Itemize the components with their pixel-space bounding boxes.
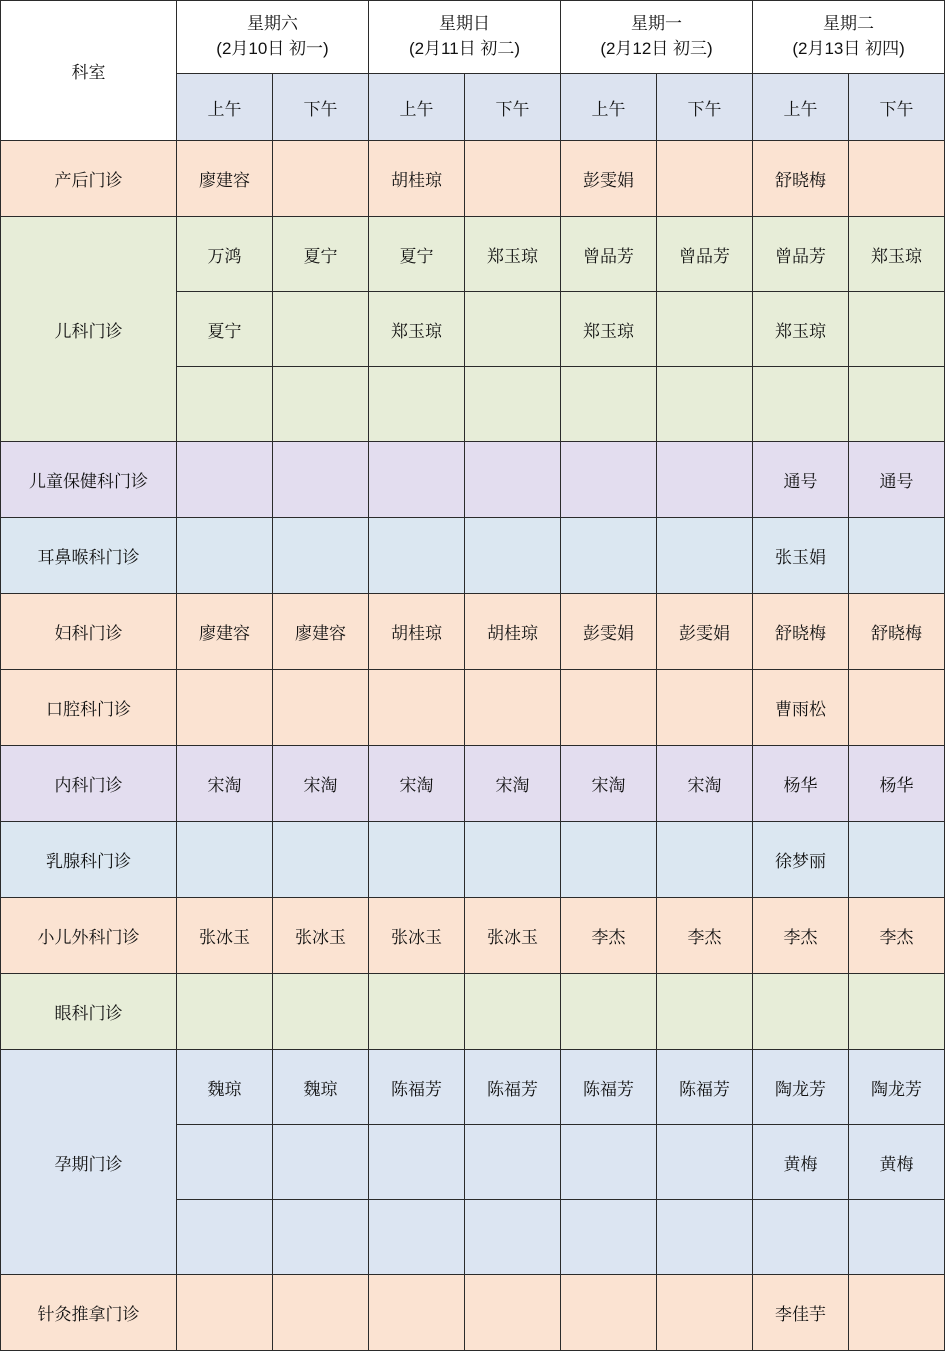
cell-doctor: 魏琼 [177,1050,273,1125]
cell-doctor [177,1125,273,1200]
cell-doctor [465,442,561,518]
cell-doctor [657,442,753,518]
cell-doctor: 李杰 [657,898,753,974]
cell-doctor [561,1275,657,1351]
cell-doctor: 通号 [849,442,945,518]
cell-doctor [561,367,657,442]
cell-doctor [849,670,945,746]
table-row [1,141,945,217]
cell-doctor: 舒晓梅 [753,141,849,217]
cell-doctor: 胡桂琼 [369,594,465,670]
cell-doctor: 李杰 [561,898,657,974]
cell-doctor: 夏宁 [369,217,465,292]
cell-doctor: 宋淘 [657,746,753,822]
cell-doctor [849,822,945,898]
cell-doctor [849,518,945,594]
cell-doctor: 陶龙芳 [753,1050,849,1125]
cell-doctor [273,442,369,518]
table-row [1,442,945,518]
row-label-10: 眼科门诊 [1,974,177,1050]
cell-doctor [561,974,657,1050]
row-label-11: 孕期门诊 [1,1050,177,1275]
cell-doctor [465,141,561,217]
row-label-6: 口腔科门诊 [1,670,177,746]
cell-doctor: 郑玉琼 [465,217,561,292]
table-row [1,594,945,670]
table-row [1,746,945,822]
cell-doctor: 陈福芳 [369,1050,465,1125]
cell-doctor [177,1200,273,1275]
cell-doctor [657,518,753,594]
cell-doctor: 舒晓梅 [753,594,849,670]
row-label-7: 内科门诊 [1,746,177,822]
cell-doctor: 舒晓梅 [849,594,945,670]
cell-doctor: 廖建容 [177,594,273,670]
cell-doctor [657,367,753,442]
cell-doctor [273,367,369,442]
table-row [1,974,945,1050]
header-day-name: 星期二 [823,14,875,34]
cell-doctor [369,367,465,442]
header-slot-5: 上午 [561,74,657,141]
cell-doctor [273,1200,369,1275]
cell-doctor: 彭雯娟 [561,141,657,217]
cell-doctor: 张玉娟 [753,518,849,594]
cell-doctor [273,974,369,1050]
header-slot-2: 下午 [273,74,369,141]
cell-doctor [177,822,273,898]
cell-doctor [849,1275,945,1351]
cell-doctor: 郑玉琼 [561,292,657,367]
cell-doctor [657,670,753,746]
header-row-days [1,1,945,74]
cell-doctor: 陈福芳 [561,1050,657,1125]
table-row [1,518,945,594]
cell-doctor [465,822,561,898]
cell-doctor [369,1125,465,1200]
cell-doctor [561,518,657,594]
cell-doctor: 张冰玉 [369,898,465,974]
cell-doctor: 宋淘 [273,746,369,822]
table-row [1,217,945,292]
cell-doctor [657,1275,753,1351]
header-day-date: (2月11日 初二) [408,39,521,58]
cell-doctor: 陈福芳 [657,1050,753,1125]
cell-doctor [369,1200,465,1275]
cell-doctor [561,442,657,518]
table-row [1,1050,945,1125]
row-label-4: 耳鼻喉科门诊 [1,518,177,594]
cell-doctor: 胡桂琼 [369,141,465,217]
cell-doctor [753,367,849,442]
cell-doctor: 魏琼 [273,1050,369,1125]
header-day-4 [753,1,945,74]
cell-doctor [753,974,849,1050]
header-slot-4: 下午 [465,74,561,141]
header-day-name: 星期一 [631,14,683,34]
header-day-date: (2月10日 初一) [216,39,329,58]
cell-doctor: 李杰 [753,898,849,974]
header-slot-8: 下午 [849,74,945,141]
cell-doctor [369,1275,465,1351]
cell-doctor: 曾品芳 [753,217,849,292]
cell-doctor [369,974,465,1050]
cell-doctor [273,1125,369,1200]
cell-doctor [657,141,753,217]
cell-doctor: 张冰玉 [273,898,369,974]
table-row [1,670,945,746]
cell-doctor: 廖建容 [177,141,273,217]
cell-doctor: 郑玉琼 [753,292,849,367]
cell-doctor: 曾品芳 [657,217,753,292]
cell-doctor [273,1275,369,1351]
cell-doctor [465,1200,561,1275]
cell-doctor: 胡桂琼 [465,594,561,670]
table-row [1,822,945,898]
cell-doctor: 张冰玉 [465,898,561,974]
cell-doctor: 黄梅 [753,1125,849,1200]
cell-doctor: 曹雨松 [753,670,849,746]
cell-doctor [561,1200,657,1275]
cell-doctor [849,141,945,217]
cell-doctor: 杨华 [849,746,945,822]
cell-doctor: 宋淘 [465,746,561,822]
cell-doctor [177,670,273,746]
cell-doctor [657,1200,753,1275]
cell-doctor: 宋淘 [369,746,465,822]
cell-doctor [465,1275,561,1351]
cell-doctor [849,292,945,367]
cell-doctor: 李佳芋 [753,1275,849,1351]
cell-doctor: 郑玉琼 [369,292,465,367]
cell-doctor: 杨华 [753,746,849,822]
cell-doctor: 宋淘 [177,746,273,822]
header-day-2 [369,1,561,74]
header-day-1 [177,1,369,74]
header-dept-label: 科室 [1,1,177,141]
cell-doctor [465,518,561,594]
row-label-8: 乳腺科门诊 [1,822,177,898]
cell-doctor [369,518,465,594]
cell-doctor [273,822,369,898]
header-day-3 [561,1,753,74]
header-day-date: (2月13日 初四) [792,39,905,58]
cell-doctor [369,442,465,518]
cell-doctor: 夏宁 [177,292,273,367]
cell-doctor [849,1200,945,1275]
cell-doctor [369,822,465,898]
header-day-date: (2月12日 初三) [600,39,713,58]
row-label-5: 妇科门诊 [1,594,177,670]
header-slot-6: 下午 [657,74,753,141]
row-label-2: 儿科门诊 [1,217,177,442]
cell-doctor [561,670,657,746]
header-day-name: 星期六 [247,14,298,34]
cell-doctor: 彭雯娟 [561,594,657,670]
cell-doctor [753,1200,849,1275]
cell-doctor: 通号 [753,442,849,518]
cell-doctor: 夏宁 [273,217,369,292]
cell-doctor [465,974,561,1050]
cell-doctor [465,367,561,442]
cell-doctor [465,1125,561,1200]
header-day-name: 星期日 [439,14,491,34]
cell-doctor: 陈福芳 [465,1050,561,1125]
cell-doctor [657,292,753,367]
table-row [1,898,945,974]
cell-doctor [273,141,369,217]
cell-doctor [273,670,369,746]
cell-doctor [177,974,273,1050]
cell-doctor [849,367,945,442]
row-label-3: 儿童保健科门诊 [1,442,177,518]
cell-doctor [561,822,657,898]
row-label-1: 产后门诊 [1,141,177,217]
cell-doctor: 张冰玉 [177,898,273,974]
cell-doctor [177,518,273,594]
cell-doctor [561,1125,657,1200]
table-row [1,1275,945,1351]
cell-doctor [465,670,561,746]
cell-doctor [657,822,753,898]
header-slot-3: 上午 [369,74,465,141]
cell-doctor [177,367,273,442]
cell-doctor [369,670,465,746]
cell-doctor: 郑玉琼 [849,217,945,292]
cell-doctor [657,1125,753,1200]
cell-doctor: 曾品芳 [561,217,657,292]
cell-doctor: 宋淘 [561,746,657,822]
cell-doctor [273,518,369,594]
cell-doctor: 徐梦丽 [753,822,849,898]
header-slot-1: 上午 [177,74,273,141]
cell-doctor [177,1275,273,1351]
cell-doctor [849,974,945,1050]
cell-doctor: 黄梅 [849,1125,945,1200]
cell-doctor [465,292,561,367]
cell-doctor: 廖建容 [273,594,369,670]
cell-doctor [273,292,369,367]
row-label-12: 针灸推拿门诊 [1,1275,177,1351]
cell-doctor: 彭雯娟 [657,594,753,670]
header-slot-7: 上午 [753,74,849,141]
cell-doctor [657,974,753,1050]
cell-doctor: 李杰 [849,898,945,974]
cell-doctor [177,442,273,518]
row-label-9: 小儿外科门诊 [1,898,177,974]
cell-doctor: 陶龙芳 [849,1050,945,1125]
cell-doctor: 万鸿 [177,217,273,292]
